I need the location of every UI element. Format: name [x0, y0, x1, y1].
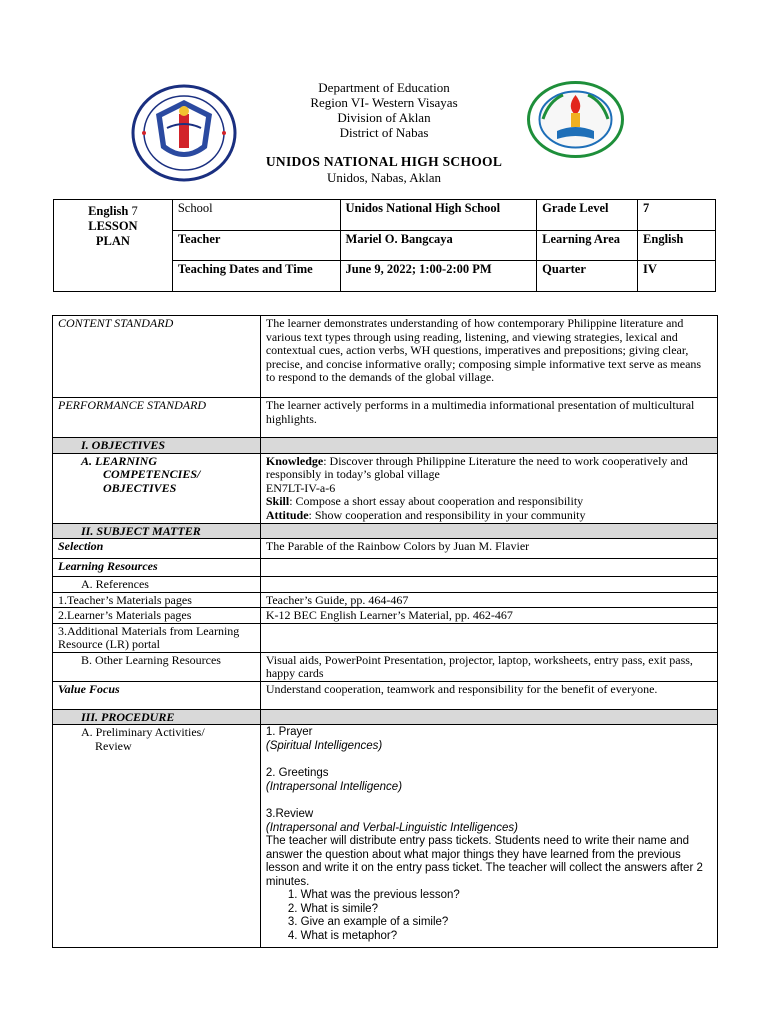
competency-code: EN7LT-IV-a-6 — [265, 480, 336, 495]
learners-materials-value: K-12 BEC English Learner’s Material, pp. 462-467 — [260, 608, 717, 624]
teachers-materials-label: 1.Teacher’s Materials pages — [53, 592, 261, 608]
header-division: Division of Aklan — [337, 110, 431, 125]
school-address: Unidos, Nabas, Aklan — [326, 170, 442, 185]
greetings-intelligence: (Intrapersonal Intelligence) — [265, 780, 403, 793]
review-questions — [266, 889, 712, 943]
prayer-intelligence: (Spiritual Intelligences) — [265, 739, 383, 752]
grade-label: Grade Level — [537, 200, 638, 231]
procedure-heading: III. PROCEDURE — [53, 709, 261, 725]
greetings-item: 2. Greetings — [265, 767, 329, 779]
preliminary-line-b: Review — [95, 738, 132, 753]
preliminary-label — [53, 725, 261, 948]
objectives-heading: I. OBJECTIVES — [53, 438, 261, 454]
performance-standard-value: The learner actively performs in a multimedia informational presentation of multicultural highlights. — [260, 398, 717, 438]
review-text: The teacher will distribute entry pass tickets. Students need to write their name and answer the question about what major things they have learned from the previous lesson and write it on the entry pass ticket. The teacher will collect the answers after 2 minutes. — [265, 835, 703, 888]
dates-label: Teaching Dates and Time — [172, 261, 340, 292]
attitude-label: Attitude — [265, 507, 309, 522]
skill-label: Skill — [265, 494, 290, 508]
selection-label: Selection — [53, 539, 261, 559]
title-grade: 7 — [131, 204, 138, 218]
value-focus-label: Value Focus — [53, 681, 261, 709]
header-department: Department of Education — [318, 80, 450, 95]
teacher-label: Teacher — [172, 231, 340, 261]
competencies-line-a: A. LEARNING — [81, 453, 158, 468]
references-label: A. References — [53, 577, 261, 593]
competencies-line-c: OBJECTIVES — [103, 480, 177, 495]
competencies-value — [260, 453, 717, 523]
lesson-plan-title — [54, 200, 173, 292]
procedure-heading-blank — [260, 709, 717, 725]
knowledge-value: : Discover through Philippine Literature the need to work cooperatively and responsibly in today’s global village — [265, 453, 688, 481]
school-value: Unidos National High School — [340, 200, 537, 231]
content-standard-value: The learner demonstrates understanding of how contemporary Philippine literature and various text types through using reading, listening, and viewing strategies, lexical and contextual cues, action verbs, WH questions, imperatives and prepositions; giving clear, precise, and concise informative orally; composing simple informative text serve as means to respond to the demands of the global village. — [260, 316, 717, 398]
review-item: 3.Review — [265, 808, 314, 820]
list-item: 4. What is metaphor? — [287, 929, 398, 942]
list-item: 2. What is simile? — [287, 902, 378, 915]
prayer-item: 1. Prayer — [265, 726, 313, 738]
additional-materials-label: 3.Additional Materials from Learning Resource (LR) portal — [53, 623, 261, 652]
references-blank — [260, 577, 717, 593]
teachers-materials-value: Teacher’s Guide, pp. 464-467 — [260, 592, 717, 608]
teacher-value: Mariel O. Bangcaya — [340, 231, 537, 261]
content-standard-label: CONTENT STANDARD — [53, 316, 261, 398]
selection-value: The Parable of the Rainbow Colors by Juan M. Flavier — [260, 539, 717, 559]
attitude-value: : Show cooperation and responsibility in your community — [308, 507, 586, 522]
competencies-label — [53, 453, 261, 523]
objectives-heading-blank — [260, 438, 717, 454]
subject-matter-heading: II. SUBJECT MATTER — [53, 523, 261, 539]
school-name: UNIDOS NATIONAL HIGH SCHOOL — [265, 154, 503, 169]
preliminary-activities — [260, 725, 717, 948]
title-plan: PLAN — [95, 234, 130, 248]
knowledge-label: Knowledge — [265, 453, 324, 468]
quarter-value: IV — [638, 261, 716, 292]
learning-resources-blank — [260, 559, 717, 577]
area-label: Learning Area — [537, 231, 638, 261]
subject-matter-blank — [260, 523, 717, 539]
lesson-main-table — [52, 315, 718, 948]
learners-materials-label: 2.Learner’s Materials pages — [53, 608, 261, 624]
learning-resources-label: Learning Resources — [53, 559, 261, 577]
other-resources-value: Visual aids, PowerPoint Presentation, projector, laptop, worksheets, entry pass, exit pass, happy cards — [260, 652, 717, 681]
review-intelligence: (Intrapersonal and Verbal-Linguistic Intelligences) — [265, 821, 518, 834]
value-focus-value: Understand cooperation, teamwork and responsibility for the benefit of everyone. — [260, 681, 717, 709]
grade-value: 7 — [638, 200, 716, 231]
title-lesson: LESSON — [88, 219, 138, 233]
preliminary-line-a: A. Preliminary Activities/ — [81, 725, 205, 739]
lesson-info-table — [53, 199, 716, 292]
area-value: English — [638, 231, 716, 261]
additional-materials-value — [260, 623, 717, 652]
skill-value: : Compose a short essay about cooperation and responsibility — [289, 494, 584, 508]
other-resources-label: B. Other Learning Resources — [53, 652, 261, 681]
list-item: 3. Give an example of a simile? — [287, 916, 449, 928]
school-label: School — [172, 200, 340, 231]
list-item: 1. What was the previous lesson? — [287, 889, 460, 901]
header-district: District of Nabas — [339, 125, 429, 140]
quarter-label: Quarter — [537, 261, 638, 292]
title-subject: English — [88, 204, 129, 218]
header-region: Region VI- Western Visayas — [310, 95, 458, 110]
performance-standard-label: PERFORMANCE STANDARD — [53, 398, 261, 438]
dates-value: June 9, 2022; 1:00-2:00 PM — [340, 261, 537, 292]
competencies-line-b: COMPETENCIES/ — [103, 467, 201, 481]
